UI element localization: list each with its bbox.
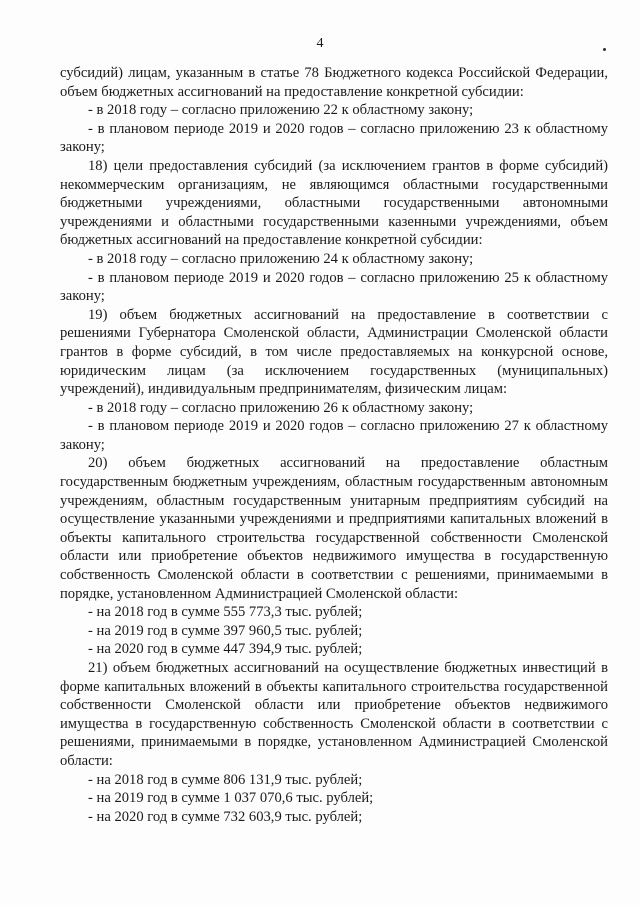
paragraph-subsidy-78-continuation: субсидий) лицам, указанным в статье 78 Бюджетного кодекса Российской Федерации, объем бюджетных ассигнований на предоставление конкретной субсидии:: [60, 65, 608, 100]
paragraph-item-18: 18) цели предоставления субсидий (за исключением грантов в форме субсидий) некоммерческим организациям, не являющимся областными государственными бюджетными учреждениями, областными государственными автономными учреждениями и областными государственными казенными учреждениями, объем бюджетных ассигнований на предоставление конкретной субсидии:: [60, 157, 608, 249]
page-number: 4: [316, 36, 324, 51]
document-body: [60, 64, 608, 826]
list-item-2018-appendix-22: - в 2018 году – согласно приложению 22 к областному закону;: [88, 102, 474, 119]
paragraph-item-20: 20) объем бюджетных ассигнований на предоставление областным государственным бюджетным учреждениям, областным государственным автономным учреждениям, областным государственным унитарным предприятиям субсидий на осуществление указанными учреждениями и предприятиями капитальных вложений в объекты капитального строительства государственной собственности Смоленской области или приобретение объектов недвижимого имущества в государственную собственность Смоленской области в соответствии с решениями, принимаемыми в порядке, установленном Администрацией Смоленской области:: [60, 455, 608, 602]
scan-speck: [603, 48, 606, 51]
list-item-2018-sum-item-20: - на 2018 год в сумме 555 773,3 тыс. рублей;: [88, 604, 363, 621]
list-item-2018-sum-item-21: - на 2018 год в сумме 806 131,9 тыс. рублей;: [88, 771, 363, 788]
paragraph-item-19: 19) объем бюджетных ассигнований на предоставление в соответствии с решениями Губернатора Смоленской области, Администрации Смоленской области грантов в форме субсидий, в том числе предоставляемых на конкурсной основе, юридическим лицам (за исключением государственных (муниципальных) учреждений), индивидуальным предпринимателям, физическим лицам:: [60, 306, 608, 398]
list-item-2019-2020-appendix-27: - в плановом периоде 2019 и 2020 годов – согласно приложению 27 к областному закону;: [60, 418, 608, 453]
paragraph-item-21: 21) объем бюджетных ассигнований на осуществление бюджетных инвестиций в форме капитальных вложений в объекты капитального строительства государственной собственности Смоленской области или приобретение объектов недвижимого имущества в государственную собственность Смоленской области в соответствии с решениями, принимаемыми в порядке, установленном Администрацией Смоленской области:: [60, 660, 608, 769]
list-item-2018-appendix-26: - в 2018 году – согласно приложению 26 к областному закону;: [88, 399, 474, 416]
list-item-2019-sum-item-20: - на 2019 год в сумме 397 960,5 тыс. рублей;: [88, 622, 363, 639]
list-item-2020-sum-item-21: - на 2020 год в сумме 732 603,9 тыс. рублей;: [88, 808, 363, 825]
list-item-2020-sum-item-20: - на 2020 год в сумме 447 394,9 тыс. рублей;: [88, 641, 363, 658]
list-item-2019-sum-item-21: - на 2019 год в сумме 1 037 070,6 тыс. рублей;: [88, 790, 374, 807]
list-item-2019-2020-appendix-23: - в плановом периоде 2019 и 2020 годов – согласно приложению 23 к областному закону;: [60, 120, 608, 156]
list-item-2019-2020-appendix-25: - в плановом периоде 2019 и 2020 годов – согласно приложению 25 к областному закону;: [60, 269, 608, 305]
list-item-2018-appendix-24: - в 2018 году – согласно приложению 24 к областному закону;: [88, 250, 474, 267]
